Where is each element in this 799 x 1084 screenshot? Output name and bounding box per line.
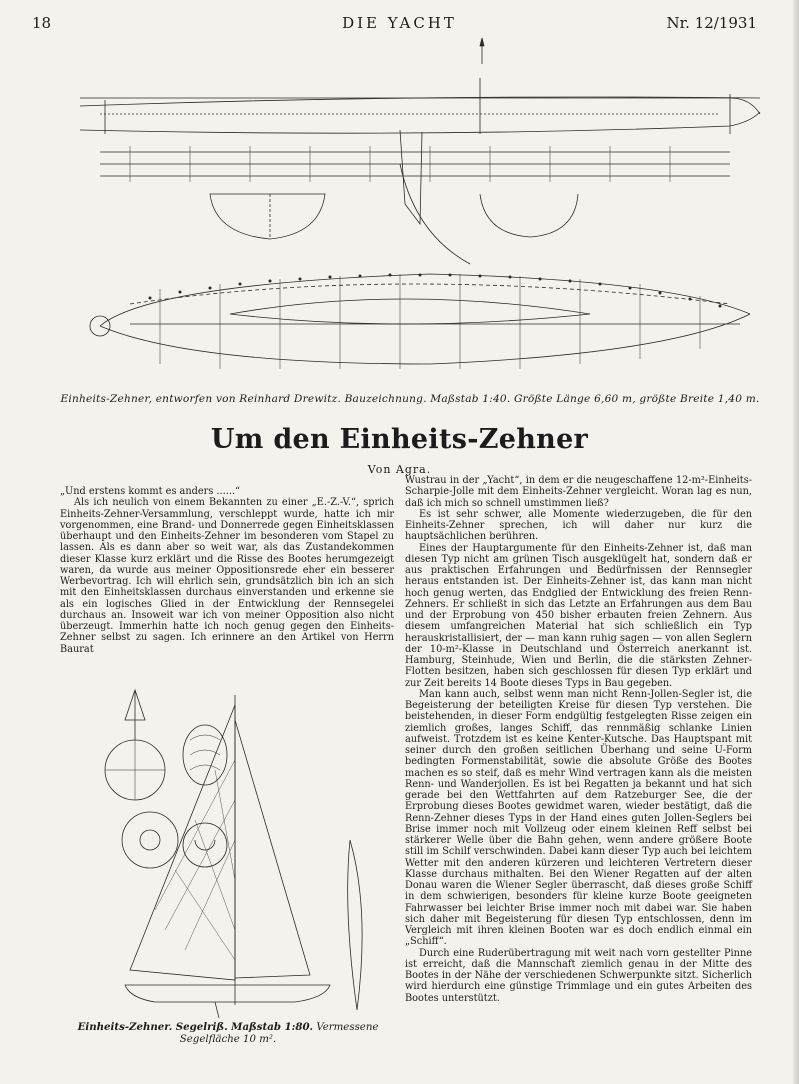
paragraph: „Und erstens kommt es anders ......“ — [60, 486, 240, 497]
sail-plan-drawing — [95, 680, 395, 1020]
paragraph: Es ist sehr schwer, alle Momente wiederzugeben, die für den Einheits-Zehner sprechen, ich will daher nur kurz die hauptsächlichen berühren. — [405, 508, 752, 543]
paragraph: Durch eine Ruderübertragung mit weit nach vorn gestellter Pinne ist erreicht, daß die Mannschaft ziemlich genau in der Mitte des Bootes in der Nähe der verschiedenen Schwerpunkte sitzt. Sicherlich wird hierdurch eine günstige Trimmlage und ein gutes Arbeiten des Bootes unterstützt. — [405, 947, 752, 1004]
page-number: 18 — [32, 14, 52, 32]
article-byline: Von Agra. — [367, 463, 432, 476]
scan-edge-shadow — [793, 0, 799, 1084]
journal-title: DIE YACHT — [342, 14, 457, 32]
paragraph: Man kann auch, selbst wenn man nicht Renn-Jollen-Segler ist, die Begeisterung der beteiligten Kreise für diesen Typ verstehen. Die beistehenden, in dieser Form endgültig festgelegten Risse zeigen ein ziemlich großes, langes Schiff, das rennmäßig schlanke Linien aufweist. Trotzdem ist es keine Kenter-Kutsche. Das Hauptspant mit seiner durch den großen seitlichen Überhang und seine U-Form bedingten Formenstabilität, sowie die absolute Größe des Bootes machen es so steif, daß es mehr Wind vertragen kann als die meisten Renn- und Wanderjollen. Es ist bei Regatten ja bekannt und hat sich gerade bei den Wettfahrten auf dem Ratzeburger See, die der Erprobung dieses Bootes gewidmet waren, wieder bestätigt, daß die Renn-Zehner dieses Typs in der Hand eines guten Jollen-Seglers bei Brise immer noch mit Vollzeug oder einem kleinen Reff selbst bei stärkerer Welle über die Bahn gehen, wenn andere größere Boote still im Schilf verschwinden. Dabei kann dieser Typ auch bei leichtem Wetter mit den anderen kürzeren und leichteren Vertretern dieser Klasse durchaus mithalten. Bei den Wiener Regatten auf der alten Donau waren die Wiener Segler überrascht, daß dieses große Schiff in dem schwierigen, besonders für kleine kurze Boote geeigneten Fahrwasser bei leichter Brise immer noch mit dabei war. Sie haben sich daher mit Begeisterung für diesen Typ entschlossen, denn im Vergleich mit ihren kleinen Booten war es doch endlich einmal ein „Schiff“. — [405, 688, 752, 948]
construction-plan-drawing — [70, 34, 765, 392]
paragraph: Wustrau in der „Yacht“, in dem er die neugeschaffene 12-m²-Einheits-Scharpie-Jolle mit dem Einheits-Zehner vergleicht. Woran lag es nun, daß ich mich so schnell umstimmen ließ? — [405, 475, 752, 509]
paragraph: Eines der Hauptargumente für den Einheits-Zehner ist, daß man diesen Typ nicht am grünen Tisch ausgeklügelt hat, sondern daß er aus praktischen Erfahrungen und Bedürfnissen der Rennsegler heraus entstanden ist. Der Einheits-Zehner ist, das kann man nicht hoch genug werten, das Endglied der Entwicklung des freien Renn-Zehners. Er schließt in sich das Letzte an Erfahrungen aus dem Bau und der Erprobung von 450 bisher erbauten freien Zehnern. Aus diesem umfangreichen Material hat sich schließlich ein Typ herauskristallisiert, der — man kann ruhig sagen — von allen Seglern der 10-m²-Klasse in Deutschland und Österreich anerkannt ist. Hamburg, Steinhude, Wien und Berlin, die die stärksten Zehner-Flotten besitzen, haben sich geschlossen für diesen Typ erklärt und zur Zeit bereits 14 Boote dieses Typs in Bau gegeben. — [405, 542, 752, 689]
construction-plan-caption: Einheits-Zehner, entworfen von Reinhard Drewitz. Bauzeichnung. Maßstab 1:40. Größte Länge 6,60 m, größte Breite 1,40 m. — [60, 393, 760, 405]
issue-number: Nr. 12/1931 — [666, 14, 757, 32]
sail-plan-caption — [58, 1021, 398, 1046]
article-title: Um den Einheits-Zehner — [210, 424, 589, 455]
sail-plan-caption-bold: Einheits-Zehner. Segelriß. Maßstab 1:80. — [77, 1021, 314, 1033]
sail-plan-caption-rest: Vermessene Segelfläche 10 m². — [179, 1022, 379, 1045]
paragraph: Als ich neulich von einem Bekannten zu einer „E.-Z.-V.“, sprich Einheits-Zehner-Versammlung, verschleppt wurde, hatte ich mir vorgenommen, eine Brand- und Donnerrede gegen Einheitsklassen überhaupt und den Einheits-Zehner im besonderen vom Stapel zu lassen. Als es dann aber so weit war, als das Zustandekommen dieser Klasse kurz erklärt und die Risse des Bootes herumgezeigt waren, da wurde aus meiner Oppositionsrede eher ein besserer Werbevortrag. Ich will ehrlich sein, grundsätzlich bin ich an sich mit den Einheitsklassen durchaus einverstanden und erkenne sie als ein logisches Glied in der Entwicklung der Rennsegelei durchaus an. Insoweit war ich von meiner Opposition also nicht überzeugt. Immerhin hatte ich noch genug gegen den Einheits-Zehner selbst zu sagen. Ich erinnere an den Artikel von Herrn Baurat — [60, 497, 394, 655]
article-left-column — [60, 486, 394, 655]
article-right-column — [405, 475, 752, 1004]
